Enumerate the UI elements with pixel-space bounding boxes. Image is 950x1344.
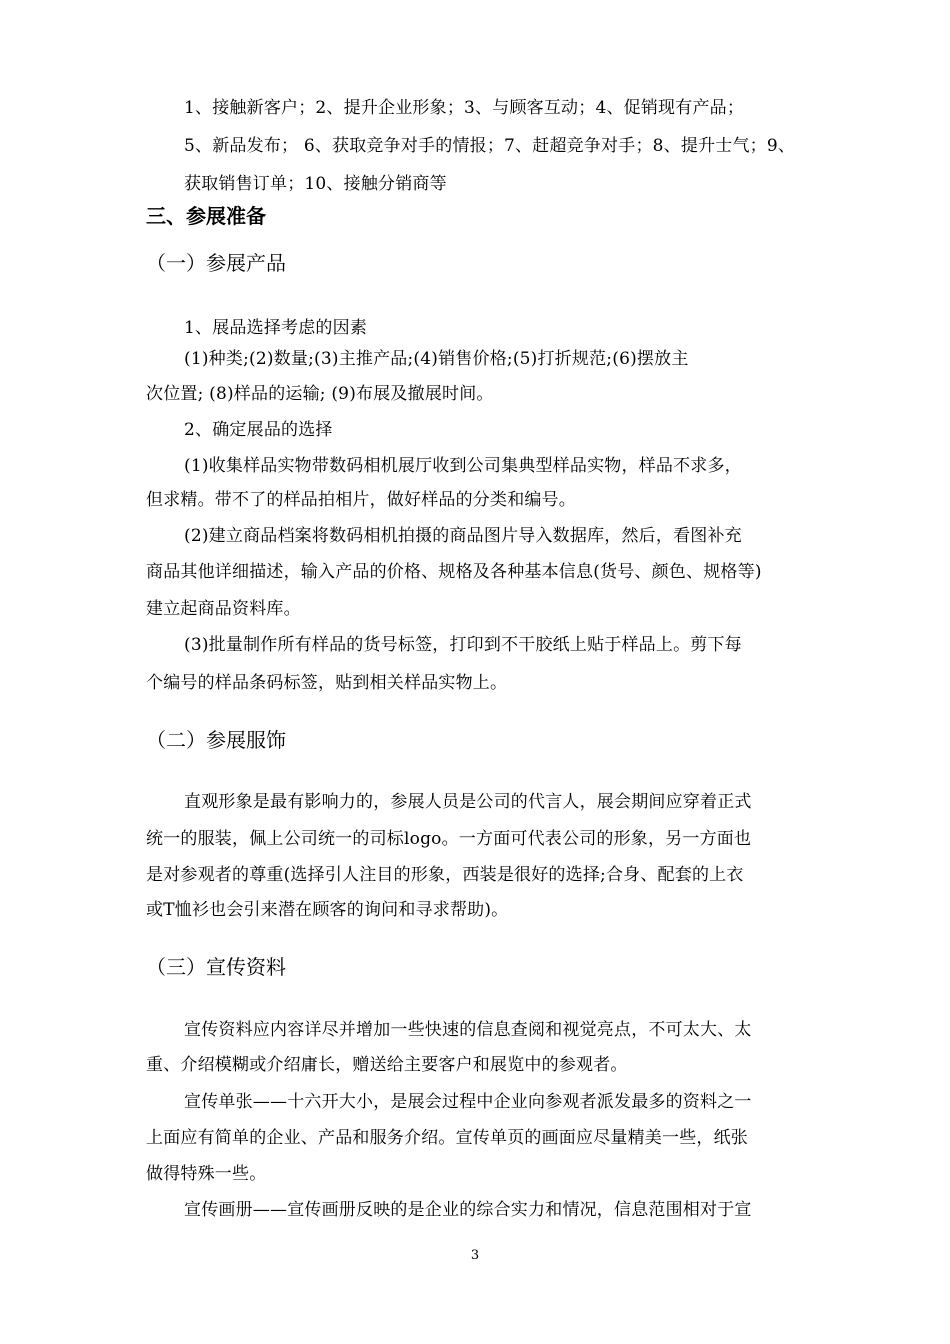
sub-heading-exhibit-products: （一）参展产品 <box>146 251 286 275</box>
sub3-line-4: 上面应有简单的企业、产品和服务介绍。宣传单页的画面应尽量精美一些，纸张 <box>146 1128 748 1148</box>
section-title: 三、参展准备 <box>146 204 266 228</box>
sub3-line-1: 宣传资料应内容详尽并增加一些快速的信息查阅和视觉亮点，不可太大、太 <box>184 1020 752 1040</box>
sub3-line-3: 宣传单张——十六开大小，是展会过程中企业向参观者派发最多的资料之一 <box>184 1092 752 1112</box>
sub-heading-promo-materials: （三）宣传资料 <box>146 955 286 979</box>
sub3-line-5: 做得特殊一些。 <box>146 1164 267 1184</box>
sub1-line-1: 1、展品选择考虑的因素 <box>184 318 368 338</box>
sub3-line-6: 宣传画册——宣传画册反映的是企业的综合实力和情况，信息范围相对于宣 <box>184 1200 752 1220</box>
sub1-line-2: (1)种类;(2)数量;(3)主推产品;(4)销售价格;(5)打折规范;(6)摆放主 <box>184 349 689 369</box>
sub1-line-6: 但求精。带不了的样品拍相片，做好样品的分类和编号。 <box>146 490 576 510</box>
sub2-line-1: 直观形象是最有影响力的，参展人员是公司的代言人，展会期间应穿着正式 <box>184 792 752 812</box>
sub1-line-5: (1)收集样品实物带数码相机展厅收到公司集典型样品实物，样品不求多， <box>184 456 742 476</box>
sub1-line-7: (2)建立商品档案将数码相机拍摄的商品图片导入数据库，然后，看图补充 <box>184 526 742 546</box>
sub2-line-4: 或T恤衫也会引来潜在顾客的询问和寻求帮助)。 <box>146 900 509 920</box>
sub2-line-3: 是对参观者的尊重(选择引人注目的形象，西装是很好的选择;合身、配套的上衣 <box>146 865 744 885</box>
sub3-line-2: 重、介绍模糊或介绍庸长，赠送给主要客户和展览中的参观者。 <box>146 1055 628 1075</box>
intro-line-1: 1、接触新客户；2、提升企业形象；3、与顾客互动；4、促销现有产品； <box>184 98 745 118</box>
sub1-line-11: 个编号的样品条码标签，贴到相关样品实物上。 <box>146 673 508 693</box>
sub1-line-9: 建立起商品资料库。 <box>146 599 301 619</box>
sub1-line-10: (3)批量制作所有样品的货号标签，打印到不干胶纸上贴于样品上。剪下每 <box>184 635 742 655</box>
sub1-line-4: 2、确定展品的选择 <box>184 420 333 440</box>
sub-heading-exhibit-attire: （二）参展服饰 <box>146 728 286 752</box>
sub1-line-3: 次位置; (8)样品的运输; (9)布展及撤展时间。 <box>146 384 494 404</box>
page-number: 3 <box>470 1248 480 1263</box>
intro-line-3: 获取销售订单；10、接触分销商等 <box>184 174 447 194</box>
sub1-line-8: 商品其他详细描述，输入产品的价格、规格及各种基本信息(货号、颜色、规格等) <box>146 562 762 582</box>
sub2-line-2: 统一的服装，佩上公司统一的司标logo。一方面可代表公司的形象，另一方面也 <box>146 829 752 849</box>
intro-line-2: 5、新品发布； 6、获取竞争对手的情报；7、赶超竞争对手；8、提升士气；9、 <box>184 136 796 156</box>
